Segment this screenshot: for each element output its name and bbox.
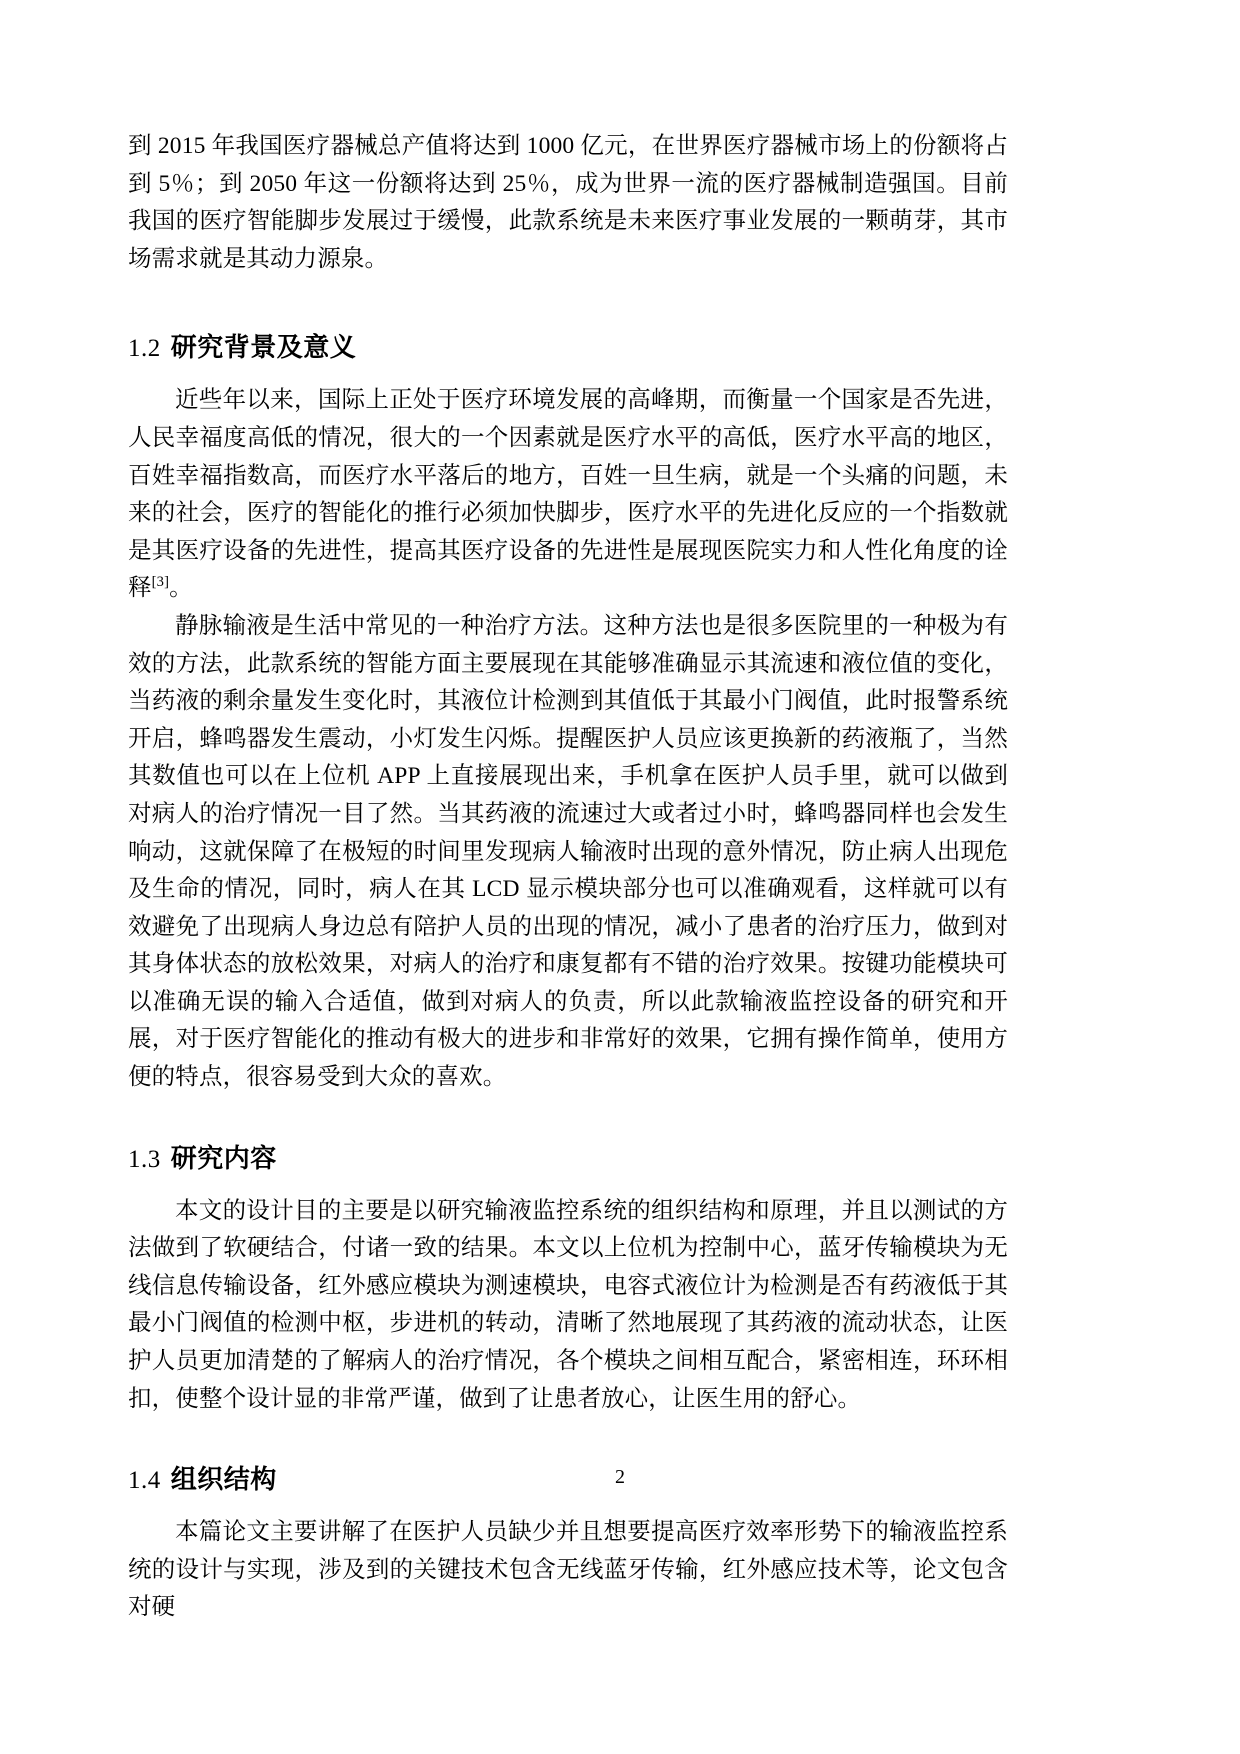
page-number: 2 (615, 1466, 625, 1488)
section-number: 1.4 (128, 1467, 161, 1495)
intro-paragraph: 到 2015 年我国医疗器械总产值将达到 1000 亿元，在世界医疗器械市场上的份额将占到 5％；到 2050 年这一份额将达到 25％，成为世界一流的医疗器械制造强国。目前我国的医疗智能脚步发展过于缓慢，此款系统是未来医疗事业发展的一颗萌芽，其市场需求就是其动力源泉。 (128, 133, 1008, 272)
section-heading-1-2 (128, 330, 1008, 366)
paragraph-text: 本文的设计目的主要是以研究输液监控系统的组织结构和原理，并且以测试的方法做到了软硬结合，付诸一致的结果。本文以上位机为控制中心，蓝牙传输模块为无线信息传输设备，红外感应模块为测速模块，电容式液位计为检测是否有药液低于其最小门阀值的检测中枢，步进机的转动，清晰了然地展现了其药液的流动状态，让医护人员更加清楚的了解病人的治疗情况，各个模块之间相互配合，紧密相连，环环相扣，使整个设计显的非常严谨，做到了让患者放心，让医生用的舒心。 (128, 1197, 1008, 1412)
paragraph-text-tail: 。 (169, 575, 193, 602)
section-number: 1.3 (128, 1145, 161, 1173)
section-1-4-paragraph-1 (128, 1514, 1008, 1627)
section-number: 1.2 (128, 335, 161, 363)
section-title: 组织结构 (170, 1464, 277, 1495)
section-1-2-paragraph-1 (128, 382, 1008, 608)
section-1-3-paragraph-1 (128, 1193, 1008, 1419)
paragraph-text: 近些年以来，国际上正处于医疗环境发展的高峰期，而衡量一个国家是否先进，人民幸福度高低的情况，很大的一个因素就是医疗水平的高低，医疗水平高的地区，百姓幸福指数高，而医疗水平落后的地方，百姓一旦生病，就是一个头痛的问题，未来的社会，医疗的智能化的推行必须加快脚步，医疗水平的先进化反应的一个指数就是其医疗设备的先进性，提高其医疗设备的先进性是展现医院实力和人性化角度的诠释 (128, 387, 1008, 602)
section-heading-1-3 (128, 1141, 1008, 1177)
citation-reference: [3] (151, 574, 170, 591)
page-content (128, 128, 1008, 1627)
paragraph-text: 静脉输液是生活中常见的一种治疗方法。这种方法也是很多医院里的一种极为有效的方法，此款系统的智能方面主要展现在其能够准确显示其流速和液位值的变化，当药液的剩余量发生变化时，其液位计检测到其值低于其最小门阀值，此时报警系统开启，蜂鸣器发生震动，小灯发生闪烁。提醒医护人员应该更换新的药液瓶了，当然其数值也可以在上位机 APP 上直接展现出来，手机拿在医护人员手里，就可以做到对病人的治疗情况一目了然。当其药液的流速过大或者过小时，蜂鸣器同样也会发生响动，这就保障了在极短的时间里发现病人输液时出现的意外情况，防止病人出现危及生命的情况，同时，病人在其 LCD 显示模块部分也可以准确观看，这样就可以有效避免了出现病人身边总有陪护人员的出现的情况，减小了患者的治疗压力，做到对其身体状态的放松效果，对病人的治疗和康复都有不错的治疗效果。按键功能模块可以准确无误的输入合适值，做到对病人的负责，所以此款输液监控设备的研究和开展，对于医疗智能化的推动有极大的进步和非常好的效果，它拥有操作简单，使用方便的特点，很容易受到大众的喜欢。 (128, 612, 1008, 1091)
section-title: 研究背景及意义 (170, 332, 357, 363)
section-title: 研究内容 (170, 1142, 277, 1173)
paragraph-text: 本篇论文主要讲解了在医护人员缺少并且想要提高医疗效率形势下的输液监控系统的设计与实现，涉及到的关键技术包含无线蓝牙传输，红外感应技术等，论文包含对硬 (128, 1519, 1008, 1621)
section-1-2-paragraph-2 (128, 608, 1008, 1097)
